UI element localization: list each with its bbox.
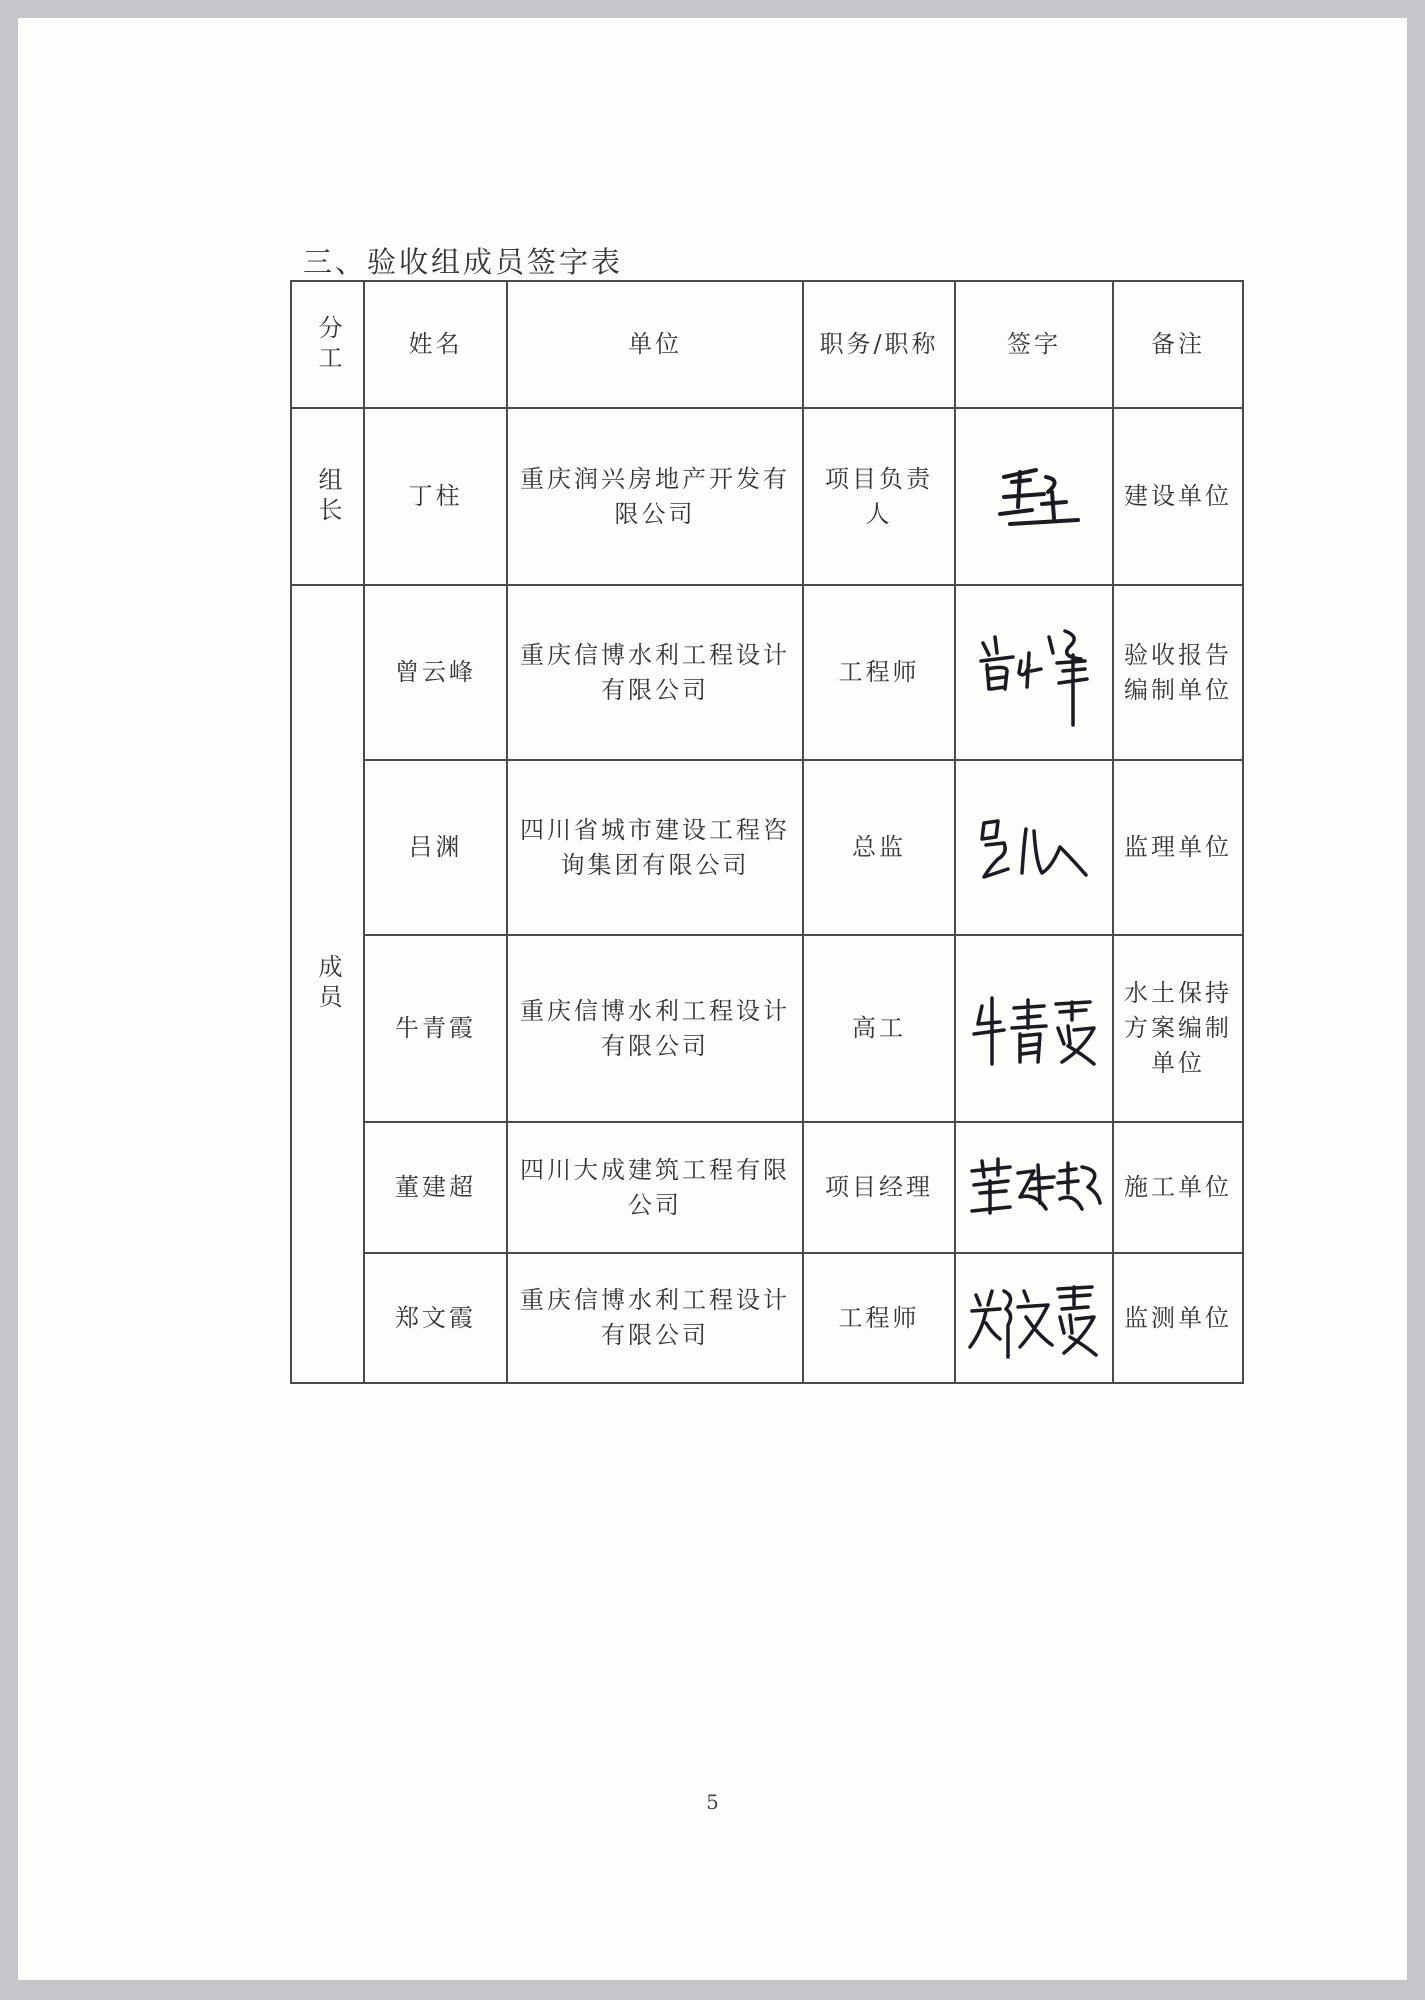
position-cell: 工程师: [803, 585, 955, 760]
name-cell: 丁柱: [364, 408, 507, 585]
remark-cell: 监测单位: [1113, 1253, 1243, 1383]
name-cell: 牛青霞: [364, 935, 507, 1122]
header-row: [291, 281, 1243, 408]
signature-image: [964, 1153, 1109, 1223]
table-row: [291, 760, 1243, 935]
page-number: 5: [706, 1790, 719, 1814]
table-row: [291, 585, 1243, 760]
remark-cell: 监理单位: [1113, 760, 1243, 935]
signature-image: [969, 613, 1099, 733]
header-role: 分工: [291, 281, 364, 408]
signature-image: [974, 452, 1094, 542]
table-row: [291, 1122, 1243, 1253]
unit-cell: 四川大成建筑工程有限公司: [507, 1122, 803, 1253]
remark-cell: 水土保持方案编制单位: [1113, 935, 1243, 1122]
document-page: [18, 18, 1407, 1980]
header-position: 职务/职称: [803, 281, 955, 408]
role-cell-leader: 组长: [291, 408, 364, 585]
signature-cell: [955, 408, 1113, 585]
signature-cell: [955, 1122, 1113, 1253]
header-unit: 单位: [507, 281, 803, 408]
position-cell: 高工: [803, 935, 955, 1122]
position-cell: 总监: [803, 760, 955, 935]
signature-cell: [955, 760, 1113, 935]
position-cell: 工程师: [803, 1253, 955, 1383]
remark-cell: 施工单位: [1113, 1122, 1243, 1253]
unit-cell: 重庆信博水利工程设计有限公司: [507, 1253, 803, 1383]
remark-cell: 建设单位: [1113, 408, 1243, 585]
name-cell: 曾云峰: [364, 585, 507, 760]
role-cell-members: 成员: [291, 585, 364, 1383]
unit-cell: 重庆润兴房地产开发有限公司: [507, 408, 803, 585]
table-row: [291, 1253, 1243, 1383]
signature-image: [964, 1273, 1104, 1363]
name-cell: 郑文霞: [364, 1253, 507, 1383]
signature-image: [964, 984, 1104, 1074]
signature-image: [964, 803, 1104, 893]
signature-table: [290, 280, 1244, 1384]
signature-cell: [955, 1253, 1113, 1383]
unit-cell: 重庆信博水利工程设计有限公司: [507, 585, 803, 760]
header-name: 姓名: [364, 281, 507, 408]
table-row: [291, 408, 1243, 585]
position-cell: 项目负责人: [803, 408, 955, 585]
unit-cell: 四川省城市建设工程咨询集团有限公司: [507, 760, 803, 935]
name-cell: 董建超: [364, 1122, 507, 1253]
name-cell: 吕渊: [364, 760, 507, 935]
signature-cell: [955, 935, 1113, 1122]
unit-cell: 重庆信博水利工程设计有限公司: [507, 935, 803, 1122]
header-signature: 签字: [955, 281, 1113, 408]
remark-cell: 验收报告编制单位: [1113, 585, 1243, 760]
position-cell: 项目经理: [803, 1122, 955, 1253]
signature-cell: [955, 585, 1113, 760]
section-heading: 三、验收组成员签字表: [303, 245, 624, 279]
table-row: [291, 935, 1243, 1122]
header-remark: 备注: [1113, 281, 1243, 408]
